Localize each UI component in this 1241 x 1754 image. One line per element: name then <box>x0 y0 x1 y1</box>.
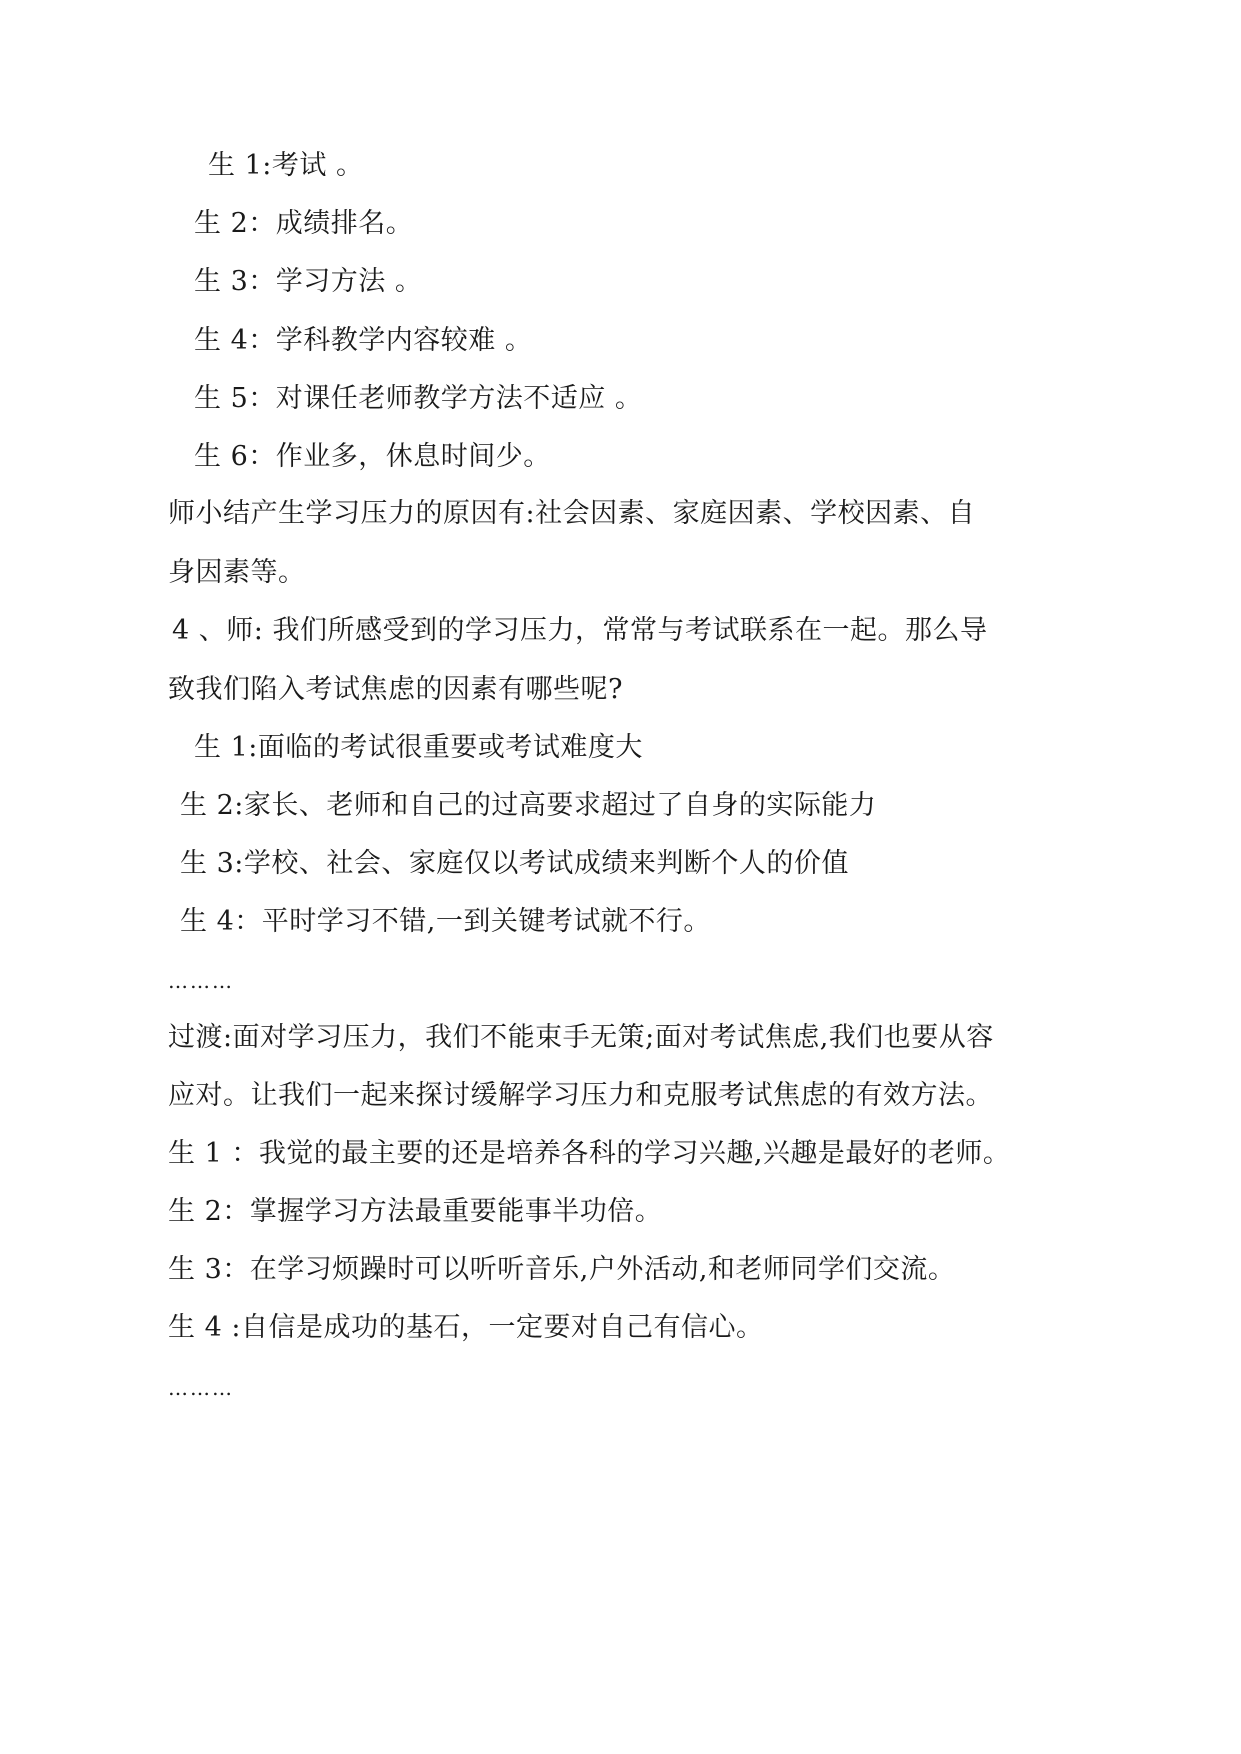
text-line: 生 2：成绩排名。 <box>194 208 414 239</box>
text-line: 生 2：掌握学习方法最重要能事半功倍。 <box>168 1196 663 1227</box>
text-line: 身因素等。 <box>168 557 306 588</box>
text-line: 过渡:面对学习压力，我们不能束手无策;面对考试焦虑,我们也要从容 <box>168 1022 994 1053</box>
text-line: 生 3：在学习烦躁时可以听听音乐,户外活动,和老师同学们交流。 <box>168 1254 956 1285</box>
text-line: 生 5：对课任老师教学方法不适应 。 <box>194 383 643 414</box>
text-line: 生 4：平时学习不错,一到关键考试就不行。 <box>180 906 711 937</box>
text-line: 师小结产生学习压力的原因有:社会因素、家庭因素、学校因素、自 <box>168 498 976 529</box>
ellipsis: ……… <box>168 969 234 993</box>
text-line: 4 、师: 我们所感受到的学习压力，常常与考试联系在一起。那么导 <box>172 615 988 646</box>
text-line: 生 1:面临的考试很重要或考试难度大 <box>194 732 643 763</box>
text-line: 致我们陷入考试焦虑的因素有哪些呢? <box>168 674 623 705</box>
ellipsis: ……… <box>168 1376 234 1400</box>
text-line: 生 2:家长、老师和自己的过高要求超过了自身的实际能力 <box>180 790 877 821</box>
text-line: 生 3：学习方法 。 <box>194 266 423 297</box>
text-line: 生 4 :自信是成功的基石，一定要对自己有信心。 <box>168 1312 764 1343</box>
text-line: 生 1:考试 。 <box>208 150 364 181</box>
text-line: 生 3:学校、社会、家庭仅以考试成绩来判断个人的价值 <box>180 848 849 879</box>
text-line: 生 1 ：我觉的最主要的还是培养各科的学习兴趣,兴趣是最好的老师。 <box>168 1138 1011 1169</box>
text-line: 应对。让我们一起来探讨缓解学习压力和克服考试焦虑的有效方法。 <box>168 1080 993 1111</box>
text-line: 生 6：作业多，休息时间少。 <box>194 441 551 472</box>
text-line: 生 4：学科教学内容较难 。 <box>194 325 533 356</box>
